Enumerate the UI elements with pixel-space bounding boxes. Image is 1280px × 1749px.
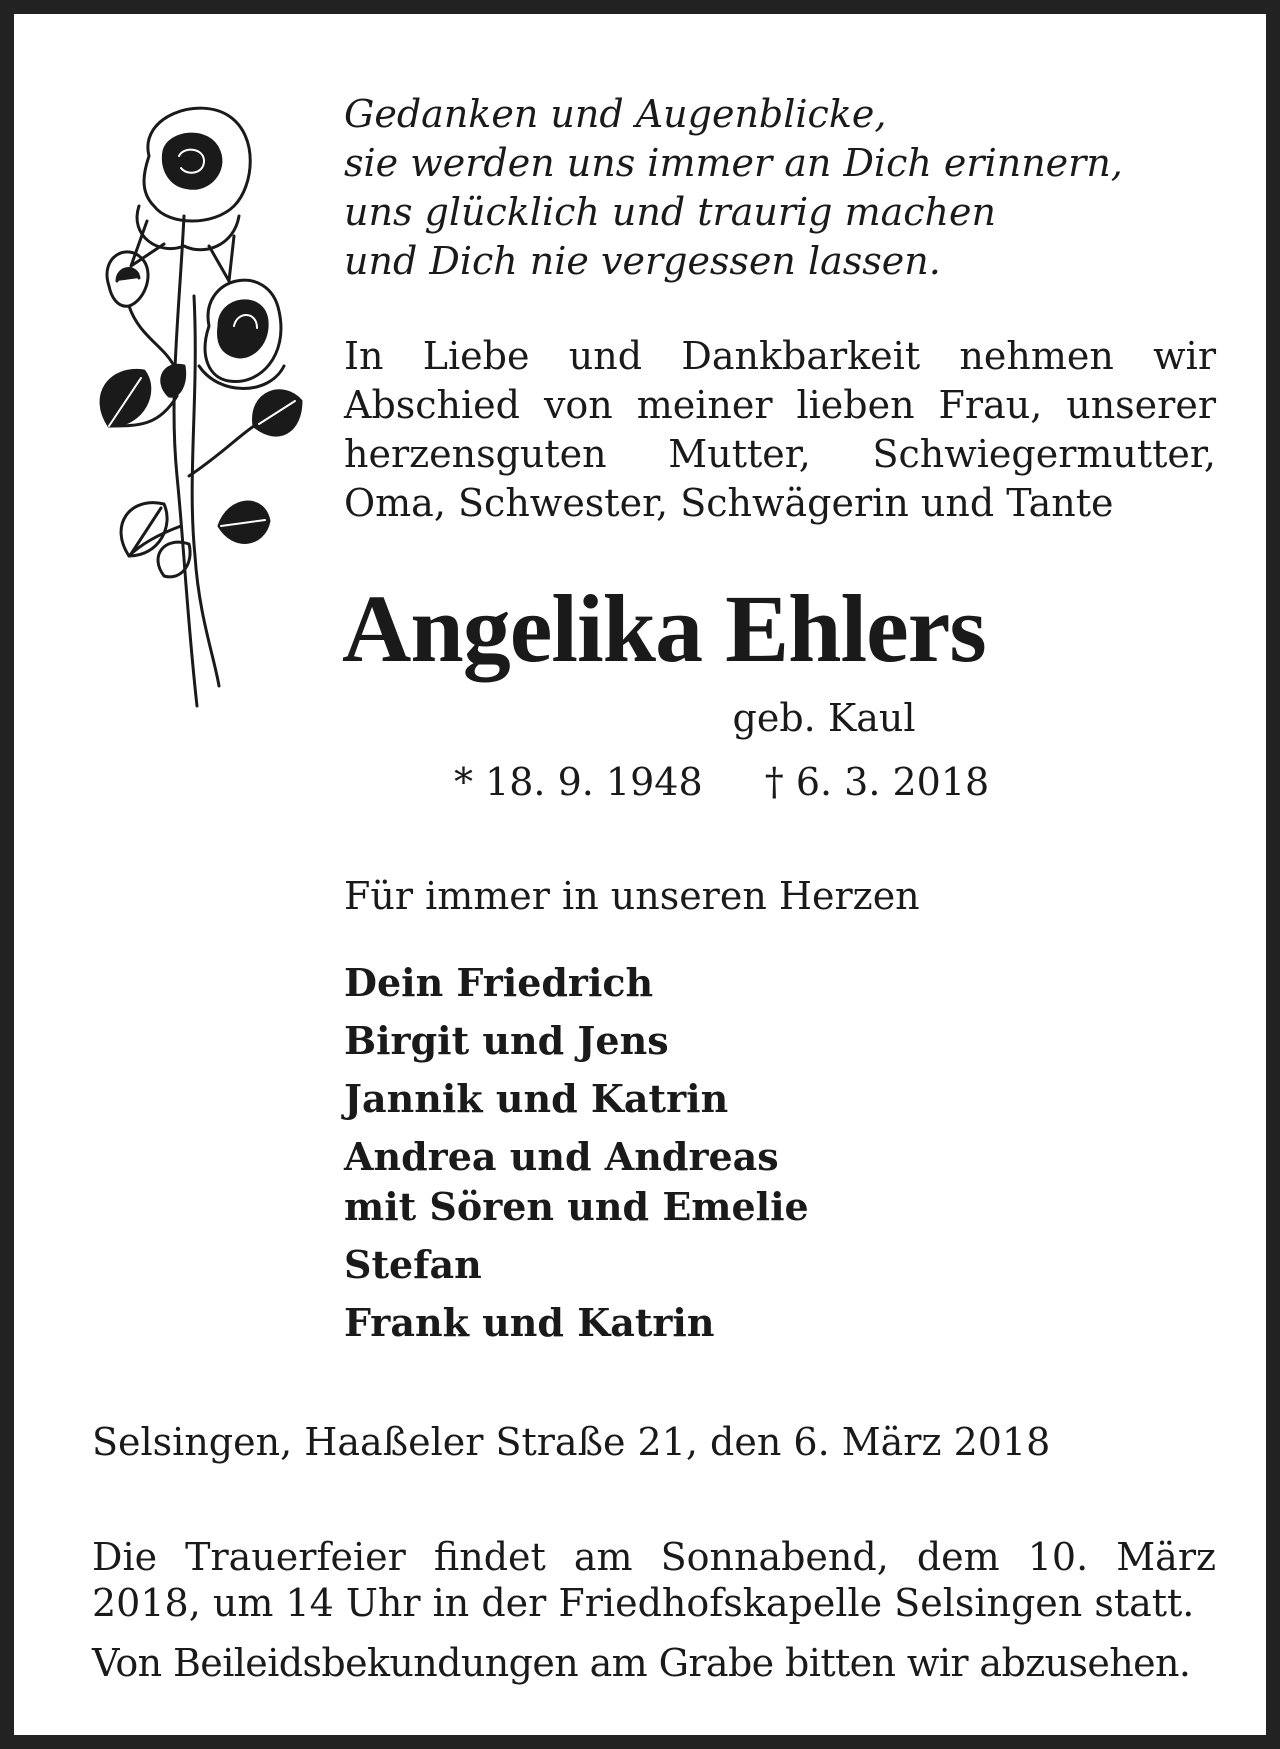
maiden-name: geb. Kaul [732,696,916,740]
place-and-date: Selsingen, Haaßeler Straße 21, den 6. März 2018 [92,1420,1051,1464]
signer-entry [344,1240,1224,1290]
signer-line: mit Sören und Emelie [344,1184,809,1229]
signer-entry [344,1016,1224,1066]
signer-line: Stefan [344,1242,482,1287]
service-notice: Die Trauerfeier findet am Sonnabend, dem 10. März 2018, um 14 Uhr in der Friedhofskapelle Selsingen statt. [92,1535,1216,1625]
poem [344,90,1224,286]
rose-icon [69,96,309,716]
signer-line: Dein Friedrich [344,960,654,1005]
condolence-notice: Von Beileidsbekundungen am Grabe bitten wir abzusehen. [92,1641,1191,1685]
poem-line: und Dich nie vergessen lassen. [344,239,941,283]
farewell-line: Für immer in unseren Herzen [344,874,920,918]
poem-line: Gedanken und Augenblicke, [344,92,887,136]
deceased-name: Angelika Ehlers [342,575,986,682]
signer-line: Frank und Katrin [344,1300,715,1345]
birth-date: * 18. 9. 1948 [454,760,703,804]
signer-entry [344,1298,1224,1348]
signer-line: Andrea und Andreas [344,1134,779,1179]
signer-line: Birgit und Jens [344,1018,669,1063]
signer-entry [344,1132,1224,1232]
life-dates [454,758,989,806]
signer-entry [344,958,1224,1008]
signers-list [344,958,1224,1356]
poem-line: uns glücklich und traurig machen [344,190,996,234]
intro-text: In Liebe und Dankbarkeit nehmen wir Abschied von meiner lieben Frau, unserer herzensguten Mutter, Schwiegermutter, Oma, Schwester, Schwägerin und Tante [344,334,1216,525]
signer-entry [344,1074,1224,1124]
signer-line: Jannik und Katrin [344,1076,729,1121]
death-date: † 6. 3. 2018 [764,760,990,804]
poem-line: sie werden uns immer an Dich erinnern, [344,141,1123,185]
